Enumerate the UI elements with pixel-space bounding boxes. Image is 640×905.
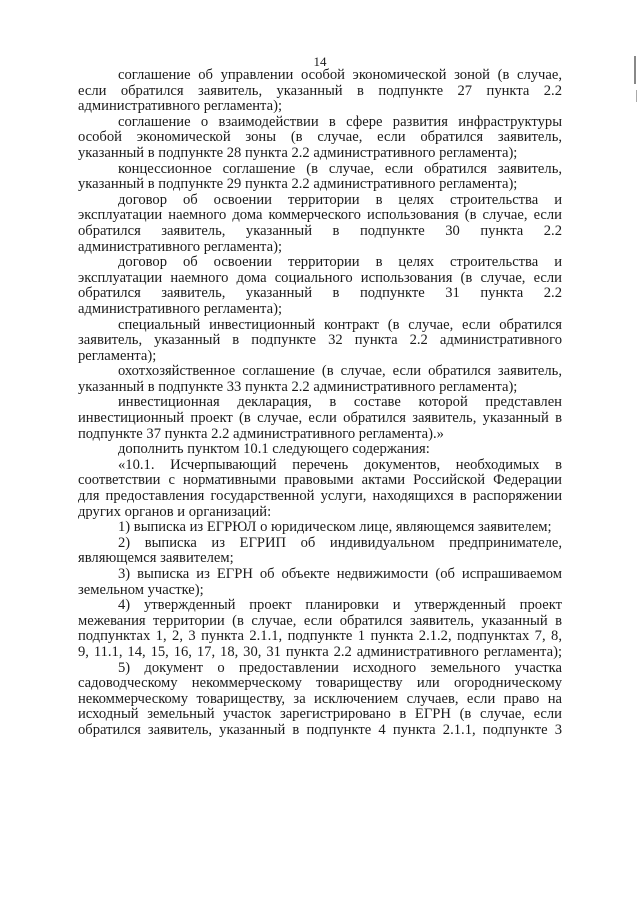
text-line: соглашение об управлении особой экономической зоной (в случае, (118, 68, 562, 83)
text-line: для предоставления государственной услуги, находящихся в распоряжении (78, 489, 562, 505)
scan-edge-mark (634, 56, 636, 84)
text-line: 1) выписка из ЕГРЮЛ о юридическом лице, являющемся заявителем; (118, 520, 552, 536)
text-line: обратился заявитель, указанный в подпункте 30 пункта 2.2 (78, 223, 562, 239)
text-line: некоммерческому товариществу, за исключением случаев, если право на (78, 691, 562, 707)
body-text (78, 68, 562, 739)
page-number: 14 (313, 54, 327, 69)
text-line: обратился заявитель, указанный в подпункте 4 пункта 2.1.1, подпункте 3 (78, 722, 562, 738)
text-line: договор об освоении территории в целях строительства и (118, 255, 562, 271)
text-line: 3) выписка из ЕГРН об объекте недвижимости (об испрашиваемом (118, 567, 562, 582)
text-line: соглашение о взаимодействии в сфере развития инфраструктуры (118, 114, 562, 130)
text-line: административного регламента); (78, 301, 282, 317)
scan-edge-mark (636, 90, 637, 102)
text-line: 9, 11.1, 14, 15, 16, 17, 18, 30, 31 пункта 2.2 административного регламента); (78, 644, 562, 660)
text-line: обратился заявитель, указанный в подпункте 31 пункта 2.2 (78, 286, 562, 302)
text-line: подпункте 37 пункта 2.2 административного регламента).» (78, 426, 444, 442)
text-line: специальный инвестиционный контракт (в случае, если обратился (118, 317, 562, 333)
text-line: других органов и организаций: (78, 504, 272, 520)
text-line: административного регламента); (78, 239, 282, 255)
text-line: указанный в подпункте 29 пункта 2.2 административного регламента); (78, 177, 518, 193)
text-line: 4) утвержденный проект планировки и утвержденный проект (118, 598, 562, 614)
text-line: эксплуатации наемного дома коммерческого использования (в случае, если (78, 208, 562, 224)
text-line: договор об освоении территории в целях строительства и (118, 192, 562, 208)
text-line: эксплуатации наемного дома социального использования (в случае, если (78, 270, 562, 286)
text-line: «10.1. Исчерпывающий перечень документов, необходимых в (118, 457, 562, 473)
text-line: если обратился заявитель, указанный в подпункте 27 пункта 2.2 (78, 83, 562, 99)
text-line: охотхозяйственное соглашение (в случае, если обратился заявитель, (118, 364, 562, 380)
text-line: земельном участке); (78, 582, 204, 598)
text-line: соответствии с нормативными правовыми актами Российской Федерации (78, 473, 562, 489)
text-line: указанный в подпункте 33 пункта 2.2 административного регламента); (78, 379, 518, 395)
text-line: дополнить пунктом 10.1 следующего содержания: (118, 442, 430, 458)
text-line: подпунктах 1, 2, 3 пункта 2.1.1, подпункте 1 пункта 2.1.2, подпунктах 7, 8, (78, 629, 562, 645)
text-line: концессионное соглашение (в случае, если обратился заявитель, (118, 161, 562, 177)
text-line: 5) документ о предоставлении исходного земельного участка (118, 660, 562, 676)
text-line: инвестиционная декларация, в составе которой представлен (118, 395, 562, 411)
text-line: 2) выписка из ЕГРИП об индивидуальном предпринимателе, (118, 535, 562, 551)
text-line: являющемся заявителем; (78, 551, 234, 567)
text-line: садоводческому некоммерческому товариществу или огородническому (78, 676, 562, 692)
text-line: инвестиционный проект (в случае, если обратился заявитель, указанный в (78, 411, 562, 427)
text-line: административного регламента); (78, 99, 282, 115)
text-line: заявитель, указанный в подпункте 32 пункта 2.2 административного (78, 333, 562, 349)
text-line: регламента); (78, 348, 157, 364)
text-line: особой экономической зоны (в случае, если обратился заявитель, (78, 130, 562, 146)
text-line: межевания территории (в случае, если обратился заявитель, указанный в (78, 613, 562, 629)
text-line: исходный земельный участок зарегистрировано в ЕГРН (в случае, если (78, 707, 562, 723)
text-line: указанный в подпункте 28 пункта 2.2 административного регламента); (78, 145, 518, 161)
